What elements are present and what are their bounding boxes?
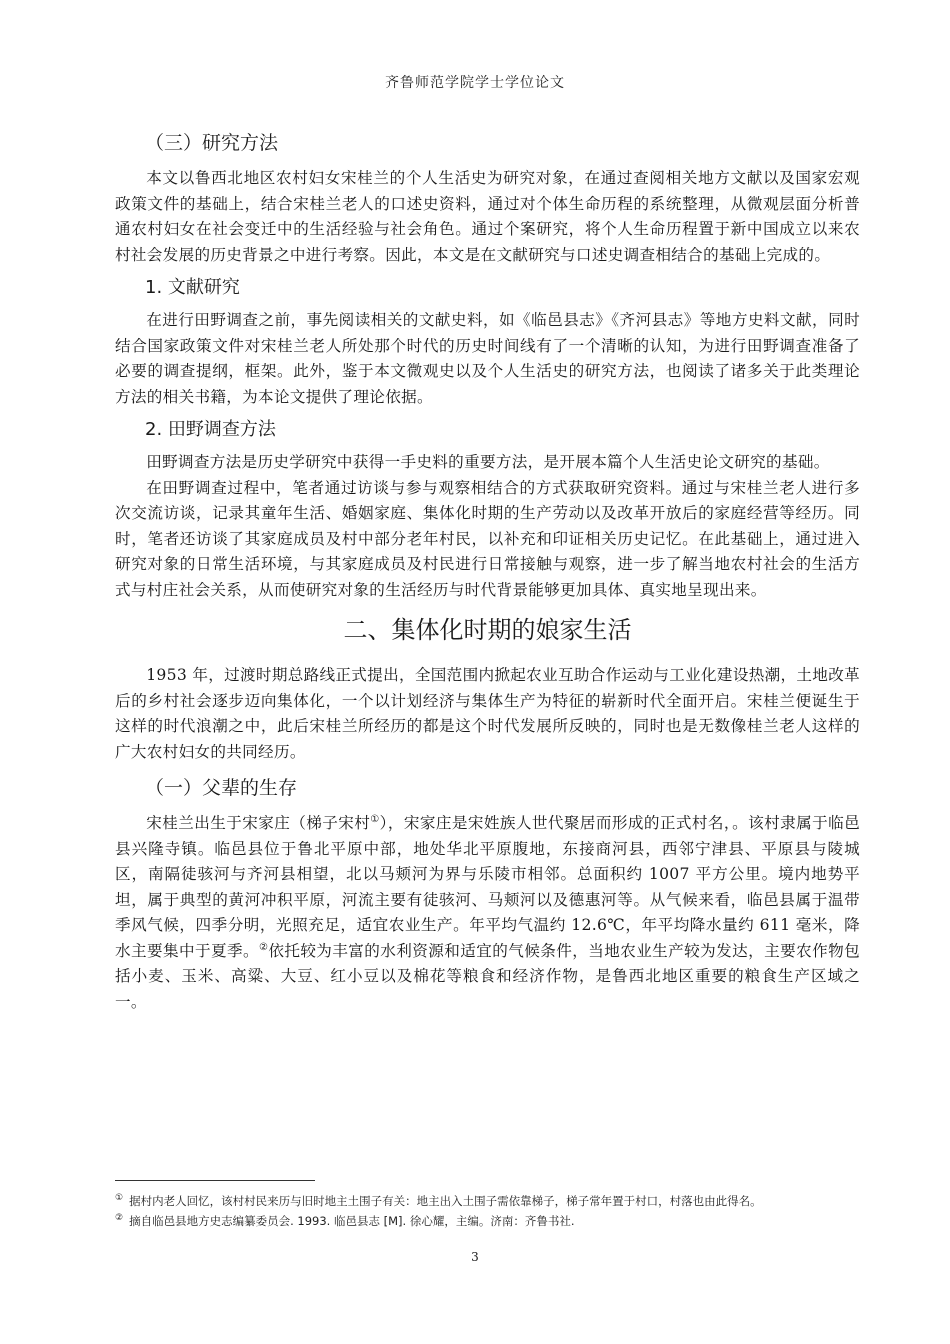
text-run: 宋桂兰出生于宋家庄（梯子宋村 <box>146 814 371 832</box>
footnote-ref-2[interactable]: ② <box>258 941 269 953</box>
footnote-text: 摘自临邑县地方史志编纂委员会. 1993. 临邑县志 [M]. 徐心耀，主编。济南：齐鲁书社. <box>129 1213 575 1228</box>
paragraph <box>115 811 860 1015</box>
paragraph: 在田野调查过程中，笔者通过访谈与参与观察相结合的方式获取研究资料。通过与宋桂兰老人进行多次交流访谈，记录其童年生活、婚姻家庭、集体化时期的生产劳动以及改革开放后的家庭经营等经历。同时，笔者还访谈了其家庭成员及村中部分老年村民，以补充和印证相关历史记忆。在此基础上，通过进入研究对象的日常生活环境，与其家庭成员及村民进行日常接触与观察，进一步了解当地农村社会的生活方式与村庄社会关系，从而使研究对象的生活经历与时代背景能够更加具体、真实地呈现出来。 <box>115 478 860 599</box>
footnotes <box>115 1190 860 1230</box>
subsection-heading-fieldwork: 2. 田野调查方法 <box>145 419 276 440</box>
paragraph: 本文以鲁西北地区农村妇女宋桂兰的个人生活史为研究对象，在通过查阅相关地方文献以及国家宏观政策文件的基础上，结合宋桂兰老人的口述史资料，通过对个体生命历程的系统整理，从微观层面分析普通农村妇女在社会变迁中的生活经验与社会角色。通过个案研究，将个人生命历程置于新中国成立以来农村社会发展的历史背景之中进行考察。因此，本文是在文献研究与口述史调查相结合的基础上完成的。 <box>115 169 860 264</box>
page-number: 3 <box>471 1250 479 1264</box>
footnote <box>115 1210 860 1229</box>
footnote-mark: ② <box>115 1212 124 1223</box>
paragraph: 1953 年，过渡时期总路线正式提出，全国范围内掀起农业互助合作运动与工业化建设热潮，土地改革后的乡村社会逐步迈向集体化，一个以计划经济与集体生产为特征的崭新时代全面开启。宋桂兰便诞生于这样的时代浪潮之中，此后宋桂兰所经历的都是这个时代发展所反映的，同时也是无数像桂兰老人这样的广大农村妇女的共同经历。 <box>115 666 860 761</box>
paragraph: 在进行田野调查之前，事先阅读相关的文献史料，如《临邑县志》《齐河县志》等地方史料文献，同时结合国家政策文件对宋桂兰老人所处那个时代的历史时间线有了一个清晰的认知，为进行田野调查准备了必要的调查提纲，框架。此外，鉴于本文微观史以及个人生活史的研究方法，也阅读了诸多关于此类理论方法的相关书籍，为本论文提供了理论依据。 <box>115 311 860 406</box>
footnote <box>115 1190 860 1209</box>
paragraph: 田野调查方法是历史学研究中获得一手史料的重要方法，是开展本篇个人生活史论文研究的基础。 <box>146 453 830 471</box>
chapter-heading: 二、集体化时期的娘家生活 <box>343 616 632 644</box>
page-body <box>115 120 860 1015</box>
footnote-mark: ① <box>115 1193 124 1203</box>
running-header: 齐鲁师范学院学士学位论文 <box>385 75 565 91</box>
section-heading-parents: （一）父辈的生存 <box>145 777 298 799</box>
footnote-ref-1[interactable]: ① <box>370 813 380 825</box>
text-run: ），宋家庄是宋姓族人世代聚居而形成的正式村名，。该村隶属于临邑县兴隆寺镇。临邑县位于鲁北平原中部，地处华北平原腹地，东接商河县，西邻宁津县、平原县与陵城区，南隔徒骇河与齐河县相望，北以马颊河为界与乐陵市相邻。总面积约 1007 平方公里。境内地势平坦，属于典型的黄河冲积平原，河流主要有徒骇河、马颊河以及德惠河等。从气候来看，临邑县属于温带季风气候，四季分明，光照充足，适宜农业生产。年平均气温约 12.6℃，年平均降水量约 611 毫米，降水主要集中于夏季。 <box>115 814 860 960</box>
footnote-divider <box>115 1180 315 1181</box>
footnote-text: 据村内老人回忆，该村村民来历与旧时地主土围子有关：地主出入土围子需依靠梯子，梯子常年置于村口，村落也由此得名。 <box>129 1193 762 1208</box>
section-heading-research-methods: （三）研究方法 <box>145 132 279 154</box>
text-run: 依托较为丰富的水利资源和适宜的气候条件，当地农业生产较为发达，主要农作物包括小麦、玉米、高粱、大豆、红小豆以及棉花等粮食和经济作物，是鲁西北地区重要的粮食生产区域之一。 <box>115 941 861 1011</box>
subsection-heading-literature: 1. 文献研究 <box>145 277 240 298</box>
